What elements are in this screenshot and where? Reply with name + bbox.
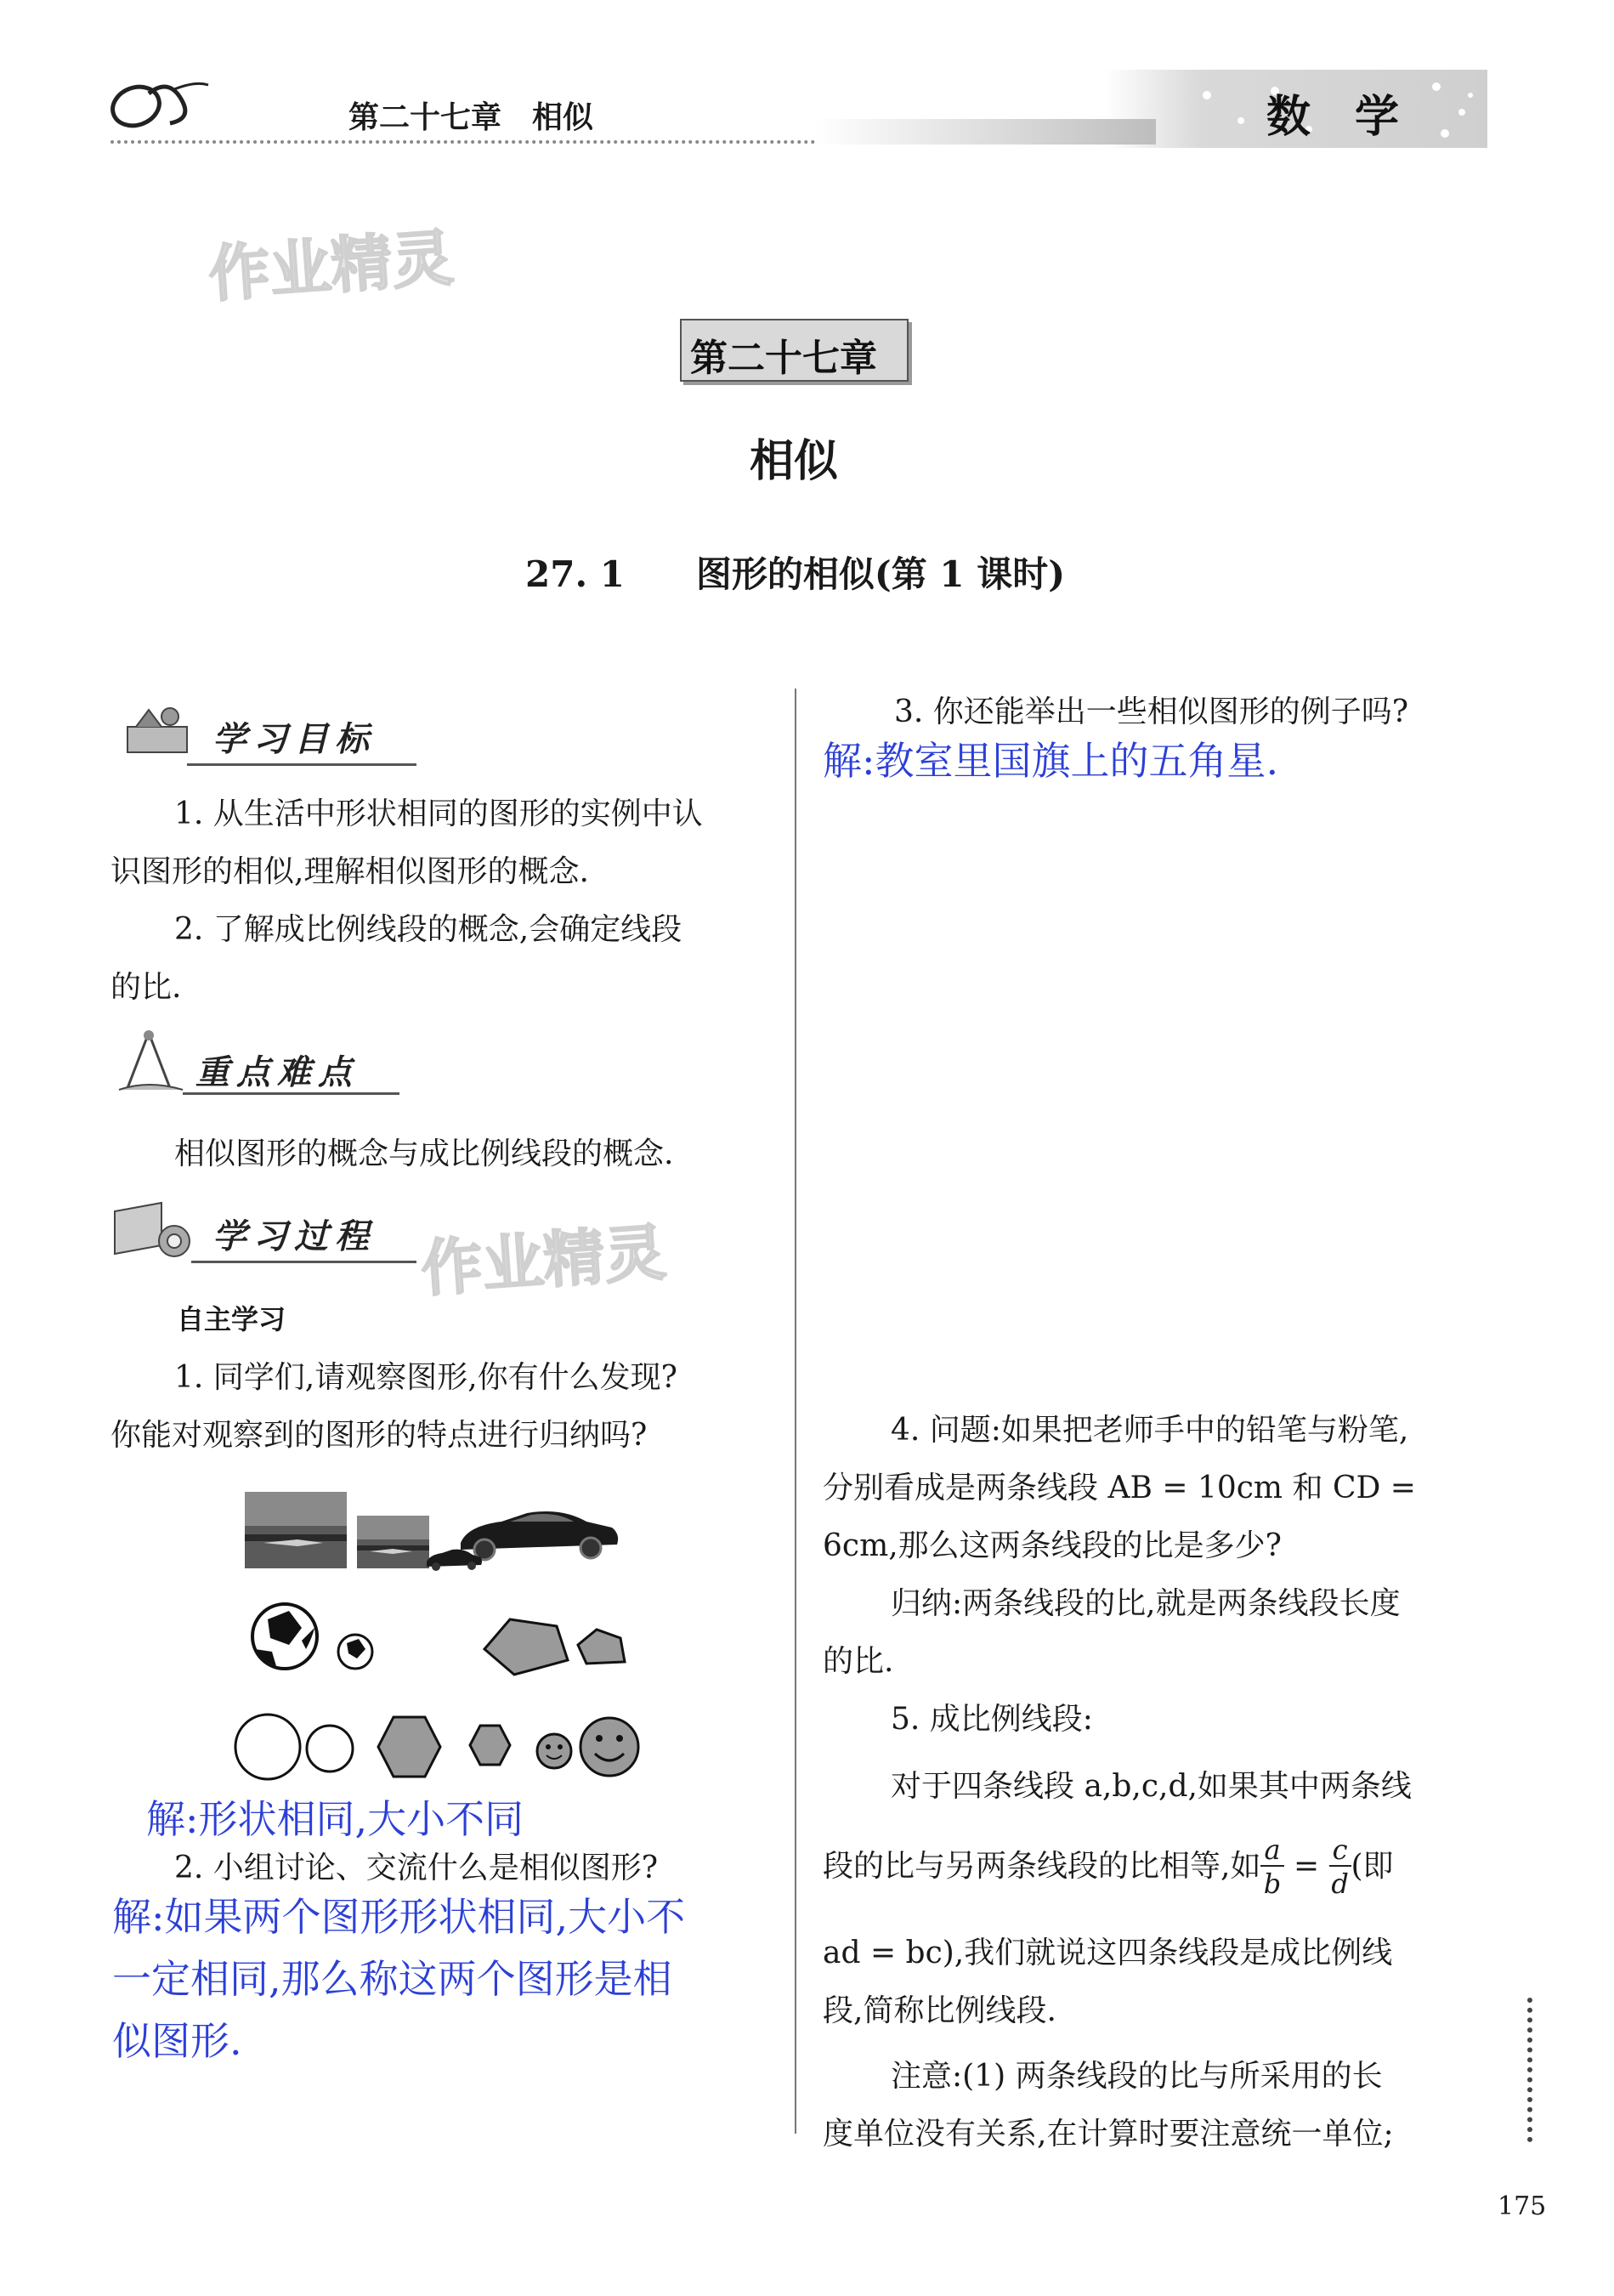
goal-2-line2: 的比.: [110, 970, 182, 1005]
goal-1-line1: 1. 从生活中形状相同的图形的实例中认: [174, 797, 703, 831]
smiley-face-small: [537, 1734, 571, 1768]
question-3: 3. 你还能举出一些相似图形的例子吗?: [894, 694, 1409, 729]
answer-3: 解:教室里国旗上的五角星.: [823, 738, 1279, 784]
header-subject: 数 学: [1266, 92, 1400, 143]
airport-photo-small: [357, 1516, 429, 1568]
watermark-top: 作业精灵: [206, 222, 456, 310]
answer-2-line1: 解:如果两个图形形状相同,大小不: [112, 1894, 686, 1940]
goals-heading: 学习目标: [110, 706, 416, 769]
watermark-mid: 作业精灵: [418, 1216, 669, 1305]
goal-2-line1: 2. 了解成比例线段的概念,会确定线段: [174, 912, 682, 947]
header-chapter-label: 第二十七章 相似: [348, 100, 594, 135]
definition-line2: [823, 1834, 1394, 1900]
answer-2-line3: 似图形.: [112, 2018, 242, 2064]
question-1-line1: 1. 同学们,请观察图形,你有什么发现?: [174, 1360, 677, 1395]
definition-line1: 对于四条线段 a,b,c,d,如果其中两条线: [891, 1769, 1412, 1804]
answer-1: 解:形状相同,大小不同: [146, 1796, 524, 1842]
airport-photo-large: [245, 1492, 347, 1568]
header-subject-shade: [816, 119, 1156, 145]
pentagon-large: [484, 1619, 568, 1675]
goal-1-line2: 识图形的相似,理解相似图形的概念.: [110, 854, 589, 889]
question-4-line1: 4. 问题:如果把老师手中的铅笔与粉笔,: [891, 1413, 1409, 1448]
summary-line2: 的比.: [823, 1644, 894, 1679]
question-1-line2: 你能对观察到的图形的特点进行归纳吗?: [110, 1418, 648, 1453]
fraction-a-over-b: [1260, 1834, 1283, 1900]
page-number: 175: [1498, 2191, 1547, 2221]
hexagon-small: [470, 1726, 510, 1765]
soccer-ball-small: [338, 1635, 372, 1669]
circle-small: [307, 1726, 353, 1772]
question-5: 5. 成比例线段:: [891, 1702, 1093, 1737]
column-divider: [795, 689, 796, 2134]
car-large: [461, 1511, 618, 1560]
key-text: 相似图形的概念与成比例线段的概念.: [174, 1137, 674, 1171]
answer-2-line2: 一定相同,那么称这两个图形是相: [112, 1956, 672, 2002]
note-line1: 注意:(1) 两条线段的比与所采用的长: [891, 2059, 1383, 2094]
fraction-c-over-d: [1329, 1834, 1351, 1900]
circle-large: [235, 1715, 300, 1779]
section-title: 27. 1 图形的相似(第 1 课时): [525, 553, 1066, 595]
question-4-line3: 6cm,那么这两条线段的比是多少?: [823, 1528, 1282, 1563]
equals-sign: =: [1283, 1849, 1329, 1884]
similar-shapes-figure: [229, 1483, 671, 1789]
hexagon-large: [378, 1717, 440, 1777]
chapter-banner-text: 第二十七章: [690, 337, 877, 380]
question-4-line2: 分别看成是两条线段 AB = 10cm 和 CD =: [823, 1471, 1416, 1505]
definition-line3: ad = bc),我们就说这四条线段是成比例线: [823, 1936, 1393, 1970]
smiley-face-large: [580, 1718, 638, 1776]
soccer-ball-large: [252, 1604, 317, 1669]
summary-line1: 归纳:两条线段的比,就是两条线段长度: [891, 1586, 1401, 1621]
definition-line2-start: 段的比与另两条线段的比相等,如: [823, 1849, 1261, 1884]
self-study-label: 自主学习: [177, 1303, 286, 1335]
header-logo-swirl: [102, 68, 212, 136]
definition-line4: 段,简称比例线段.: [823, 1993, 1056, 2028]
chapter-title: 相似: [750, 436, 839, 487]
question-2: 2. 小组讨论、交流什么是相似图形?: [174, 1851, 659, 1885]
pentagon-small: [578, 1630, 625, 1664]
fraction-c-numerator: c: [1329, 1836, 1351, 1867]
fraction-a-numerator: a: [1260, 1836, 1283, 1867]
margin-dots: [1527, 1998, 1532, 2142]
fraction-b-denominator: b: [1263, 1868, 1282, 1900]
note-line2: 度单位没有关系,在计算时要注意统一单位;: [823, 2117, 1394, 2151]
fraction-d-denominator: d: [1331, 1868, 1349, 1900]
definition-line2-end: (即: [1351, 1849, 1394, 1884]
process-heading: 学习过程: [110, 1203, 416, 1267]
key-heading: 重点难点: [110, 1041, 399, 1105]
